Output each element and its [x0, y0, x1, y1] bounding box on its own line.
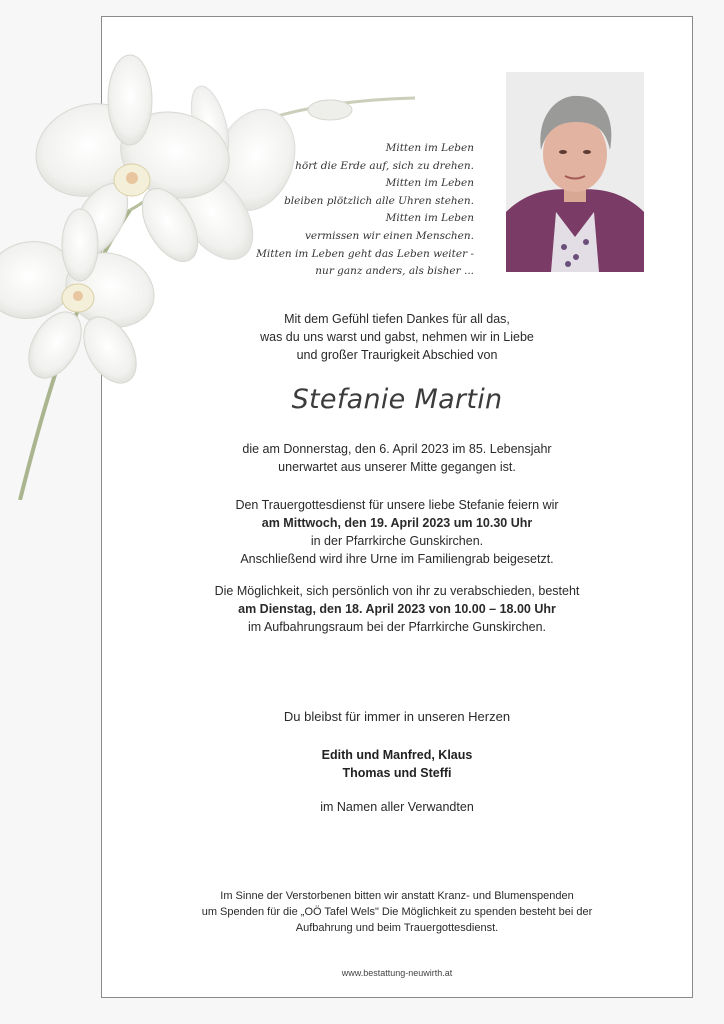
portrait-photo	[506, 72, 644, 272]
poem-line: Mitten im Leben	[385, 212, 474, 225]
website-link[interactable]: www.bestattung-neuwirth.at	[341, 968, 453, 978]
family-line: Edith und Manfred, Klaus	[321, 748, 473, 762]
poem-line: hört die Erde auf, sich zu drehen.	[295, 159, 474, 172]
intro-text	[101, 310, 693, 364]
intro-line: was du uns warst und gabst, nehmen wir in Liebe	[260, 330, 534, 344]
donation-line: Im Sinne der Verstorbenen bitten wir anstatt Kranz- und Blumenspenden	[220, 890, 574, 902]
memorial-line: Du bleibst für immer in unseren Herzen	[283, 709, 511, 724]
donation-line: um Spenden für die „OÖ Tafel Wels" Die Möglichkeit zu spenden besteht bei der	[201, 906, 593, 918]
service-line: Anschließend wird ihre Urne im Familiengrab beigesetzt.	[240, 552, 554, 566]
service-line: in der Pfarrkirche Gunskirchen.	[310, 534, 484, 548]
service-info	[101, 496, 693, 568]
poem-line: Mitten im Leben	[385, 142, 474, 154]
farewell-line: im Aufbahrungsraum bei der Pfarrkirche Gunskirchen.	[247, 620, 547, 634]
poem-line: Mitten im Leben	[385, 177, 474, 190]
service-date: am Mittwoch, den 19. April 2023 um 10.30 Uhr	[261, 516, 533, 530]
death-notice-line: die am Donnerstag, den 6. April 2023 im 85. Lebensjahr	[242, 442, 552, 456]
poem	[256, 140, 474, 281]
farewell-date: am Dienstag, den 18. April 2023 von 10.00 – 18.00 Uhr	[238, 602, 556, 616]
intro-line: und großer Traurigkeit Abschied von	[296, 348, 498, 362]
death-notice	[101, 440, 693, 476]
poem-line: vermissen wir einen Menschen.	[305, 229, 474, 242]
deceased-name: Stefanie Martin	[291, 384, 503, 415]
farewell-line: Die Möglichkeit, sich persönlich von ihr zu verabschieden, besteht	[214, 584, 580, 598]
donation-line: Aufbahrung und beim Trauergottesdienst.	[295, 922, 499, 934]
farewell-info	[101, 582, 693, 636]
death-notice-line: unerwartet aus unserer Mitte gegangen ist.	[278, 460, 516, 474]
service-line: Den Trauergottesdienst für unsere liebe Stefanie feiern wir	[235, 498, 559, 512]
intro-line: Mit dem Gefühl tiefen Dankes für all das,	[284, 312, 510, 326]
family-names	[101, 746, 693, 782]
donation-note	[101, 888, 693, 936]
poem-line: nur ganz anders, als bisher ...	[315, 265, 474, 278]
poem-line: bleiben plötzlich alle Uhren stehen.	[284, 194, 474, 207]
poem-line: Mitten im Leben geht das Leben weiter -	[256, 247, 474, 260]
family-line: Thomas und Steffi	[342, 766, 452, 780]
relatives-line: im Namen aller Verwandten	[320, 800, 474, 814]
